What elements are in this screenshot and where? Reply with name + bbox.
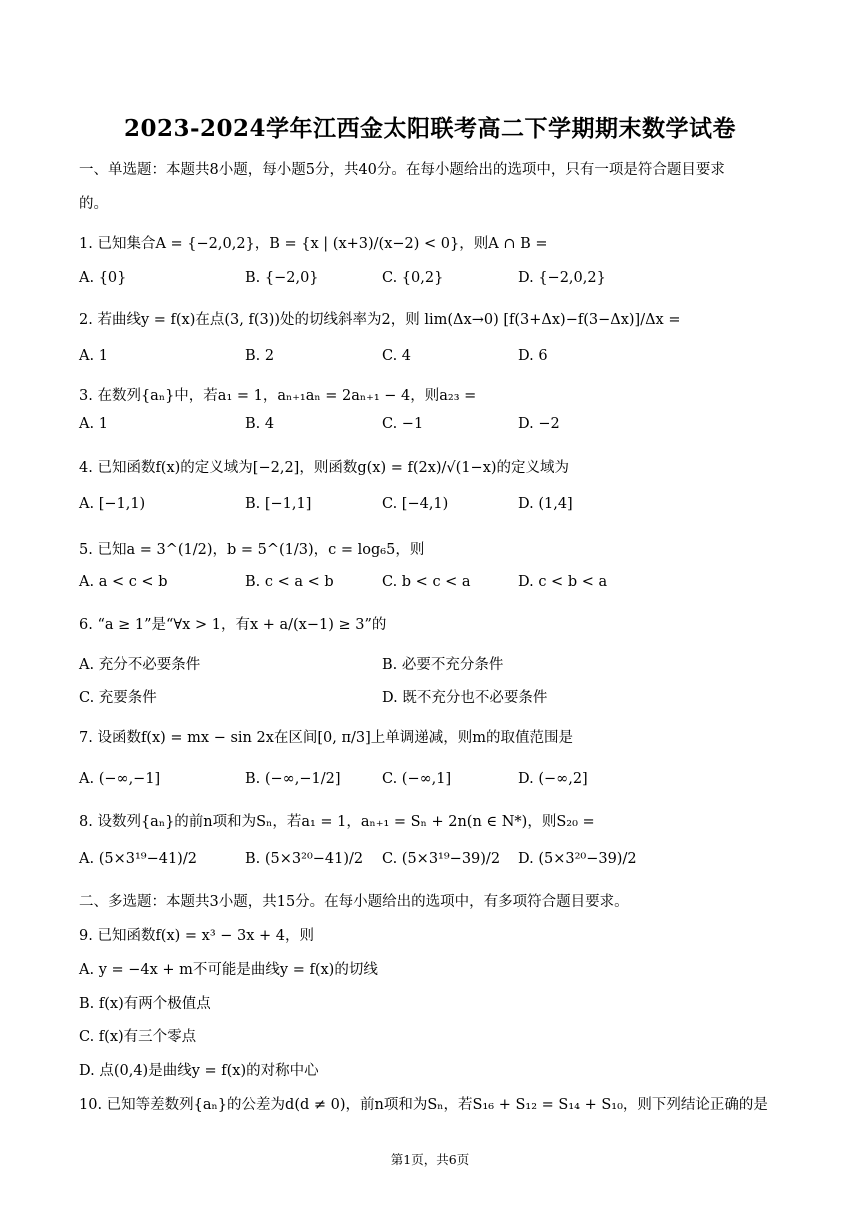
q4-option-b: B. [−1,1] bbox=[245, 496, 312, 512]
q1-option-c: C. {0,2} bbox=[382, 270, 444, 286]
q1-option-d: D. {−2,0,2} bbox=[518, 270, 606, 286]
q6-option-c: C. 充要条件 bbox=[79, 690, 157, 706]
q3-option-b: B. 4 bbox=[245, 416, 275, 432]
q5-option-b: B. c < a < b bbox=[245, 574, 334, 590]
page-title: 2023-2024学年江西金太阳联考高二下学期期末数学试卷 bbox=[123, 115, 737, 142]
q5-option-d: D. c < b < a bbox=[518, 574, 608, 590]
q9-option-b: B. f(x)有两个极值点 bbox=[79, 996, 211, 1012]
q6-option-a: A. 充分不必要条件 bbox=[79, 657, 201, 673]
q2-option-c: C. 4 bbox=[382, 348, 412, 364]
q5-option-a: A. a < c < b bbox=[79, 574, 168, 590]
question-8: 8. 设数列{aₙ}的前n项和为Sₙ，若a₁ = 1，aₙ₊₁ = Sₙ + 2n(n ∈ N*)，则S₂₀ = bbox=[79, 814, 595, 830]
question-3: 3. 在数列{aₙ}中，若a₁ = 1，aₙ₊₁aₙ = 2aₙ₊₁ − 4，则a₂₃ = bbox=[79, 388, 477, 404]
q6-option-b: B. 必要不充分条件 bbox=[382, 657, 504, 673]
q4-option-d: D. (1,4] bbox=[518, 496, 573, 512]
q3-option-a: A. 1 bbox=[79, 416, 108, 432]
q2-option-a: A. 1 bbox=[79, 348, 108, 364]
q8-option-b: B. (5×3²⁰−41)/2 bbox=[245, 851, 364, 867]
q6-option-d: D. 既不充分也不必要条件 bbox=[382, 690, 548, 706]
question-10: 10. 已知等差数列{aₙ}的公差为d(d ≠ 0)，前n项和为Sₙ，若S₁₆ + S₁₂ = S₁₄ + S₁₀，则下列结论正确的是 bbox=[79, 1097, 768, 1113]
q7-option-a: A. (−∞,−1] bbox=[79, 771, 161, 787]
q3-option-d: D. −2 bbox=[518, 416, 560, 432]
q9-option-a: A. y = −4x + m不可能是曲线y = f(x)的切线 bbox=[79, 962, 378, 978]
section-2-header: 二、多选题：本题共3小题，共15分。在每小题给出的选项中，有多项符合题目要求。 bbox=[79, 894, 629, 910]
q8-option-a: A. (5×3¹⁹−41)/2 bbox=[79, 851, 197, 867]
question-6: 6. “a ≥ 1”是“∀x > 1，有x + a/(x−1) ≥ 3”的 bbox=[79, 617, 387, 633]
q9-option-c: C. f(x)有三个零点 bbox=[79, 1029, 197, 1045]
question-2: 2. 若曲线y = f(x)在点(3, f(3))处的切线斜率为2，则 lim(Δx→0) [f(3+Δx)−f(3−Δx)]/Δx = bbox=[79, 312, 681, 328]
q7-option-c: C. (−∞,1] bbox=[382, 771, 452, 787]
q8-option-c: C. (5×3¹⁹−39)/2 bbox=[382, 851, 501, 867]
q2-option-b: B. 2 bbox=[245, 348, 275, 364]
section-1-header-cont: 的。 bbox=[79, 196, 108, 212]
page-footer: 第1页，共6页 bbox=[390, 1152, 470, 1167]
q3-option-c: C. −1 bbox=[382, 416, 424, 432]
question-9: 9. 已知函数f(x) = x³ − 3x + 4，则 bbox=[79, 928, 315, 944]
q7-option-b: B. (−∞,−1/2] bbox=[245, 771, 341, 787]
section-1-header: 一、单选题：本题共8小题，每小题5分，共40分。在每小题给出的选项中，只有一项是符合题目要求 bbox=[79, 162, 725, 178]
q8-option-d: D. (5×3²⁰−39)/2 bbox=[518, 851, 637, 867]
q5-option-c: C. b < c < a bbox=[382, 574, 471, 590]
question-4: 4. 已知函数f(x)的定义域为[−2,2]，则函数g(x) = f(2x)/√(1−x)的定义域为 bbox=[79, 460, 570, 476]
question-1: 1. 已知集合A = {−2,0,2}，B = {x | (x+3)/(x−2) < 0}，则A ∩ B = bbox=[79, 236, 548, 252]
q1-option-b: B. {−2,0} bbox=[245, 270, 319, 286]
q9-option-d: D. 点(0,4)是曲线y = f(x)的对称中心 bbox=[79, 1063, 319, 1079]
question-7: 7. 设函数f(x) = mx − sin 2x在区间[0, π/3]上单调递减，则m的取值范围是 bbox=[79, 730, 574, 746]
q4-option-c: C. [−4,1) bbox=[382, 496, 449, 512]
q2-option-d: D. 6 bbox=[518, 348, 548, 364]
question-5: 5. 已知a = 3^(1/2)，b = 5^(1/3)，c = log₆5，则 bbox=[79, 542, 425, 558]
q7-option-d: D. (−∞,2] bbox=[518, 771, 588, 787]
q1-option-a: A. {0} bbox=[79, 270, 127, 286]
q4-option-a: A. [−1,1) bbox=[79, 496, 146, 512]
